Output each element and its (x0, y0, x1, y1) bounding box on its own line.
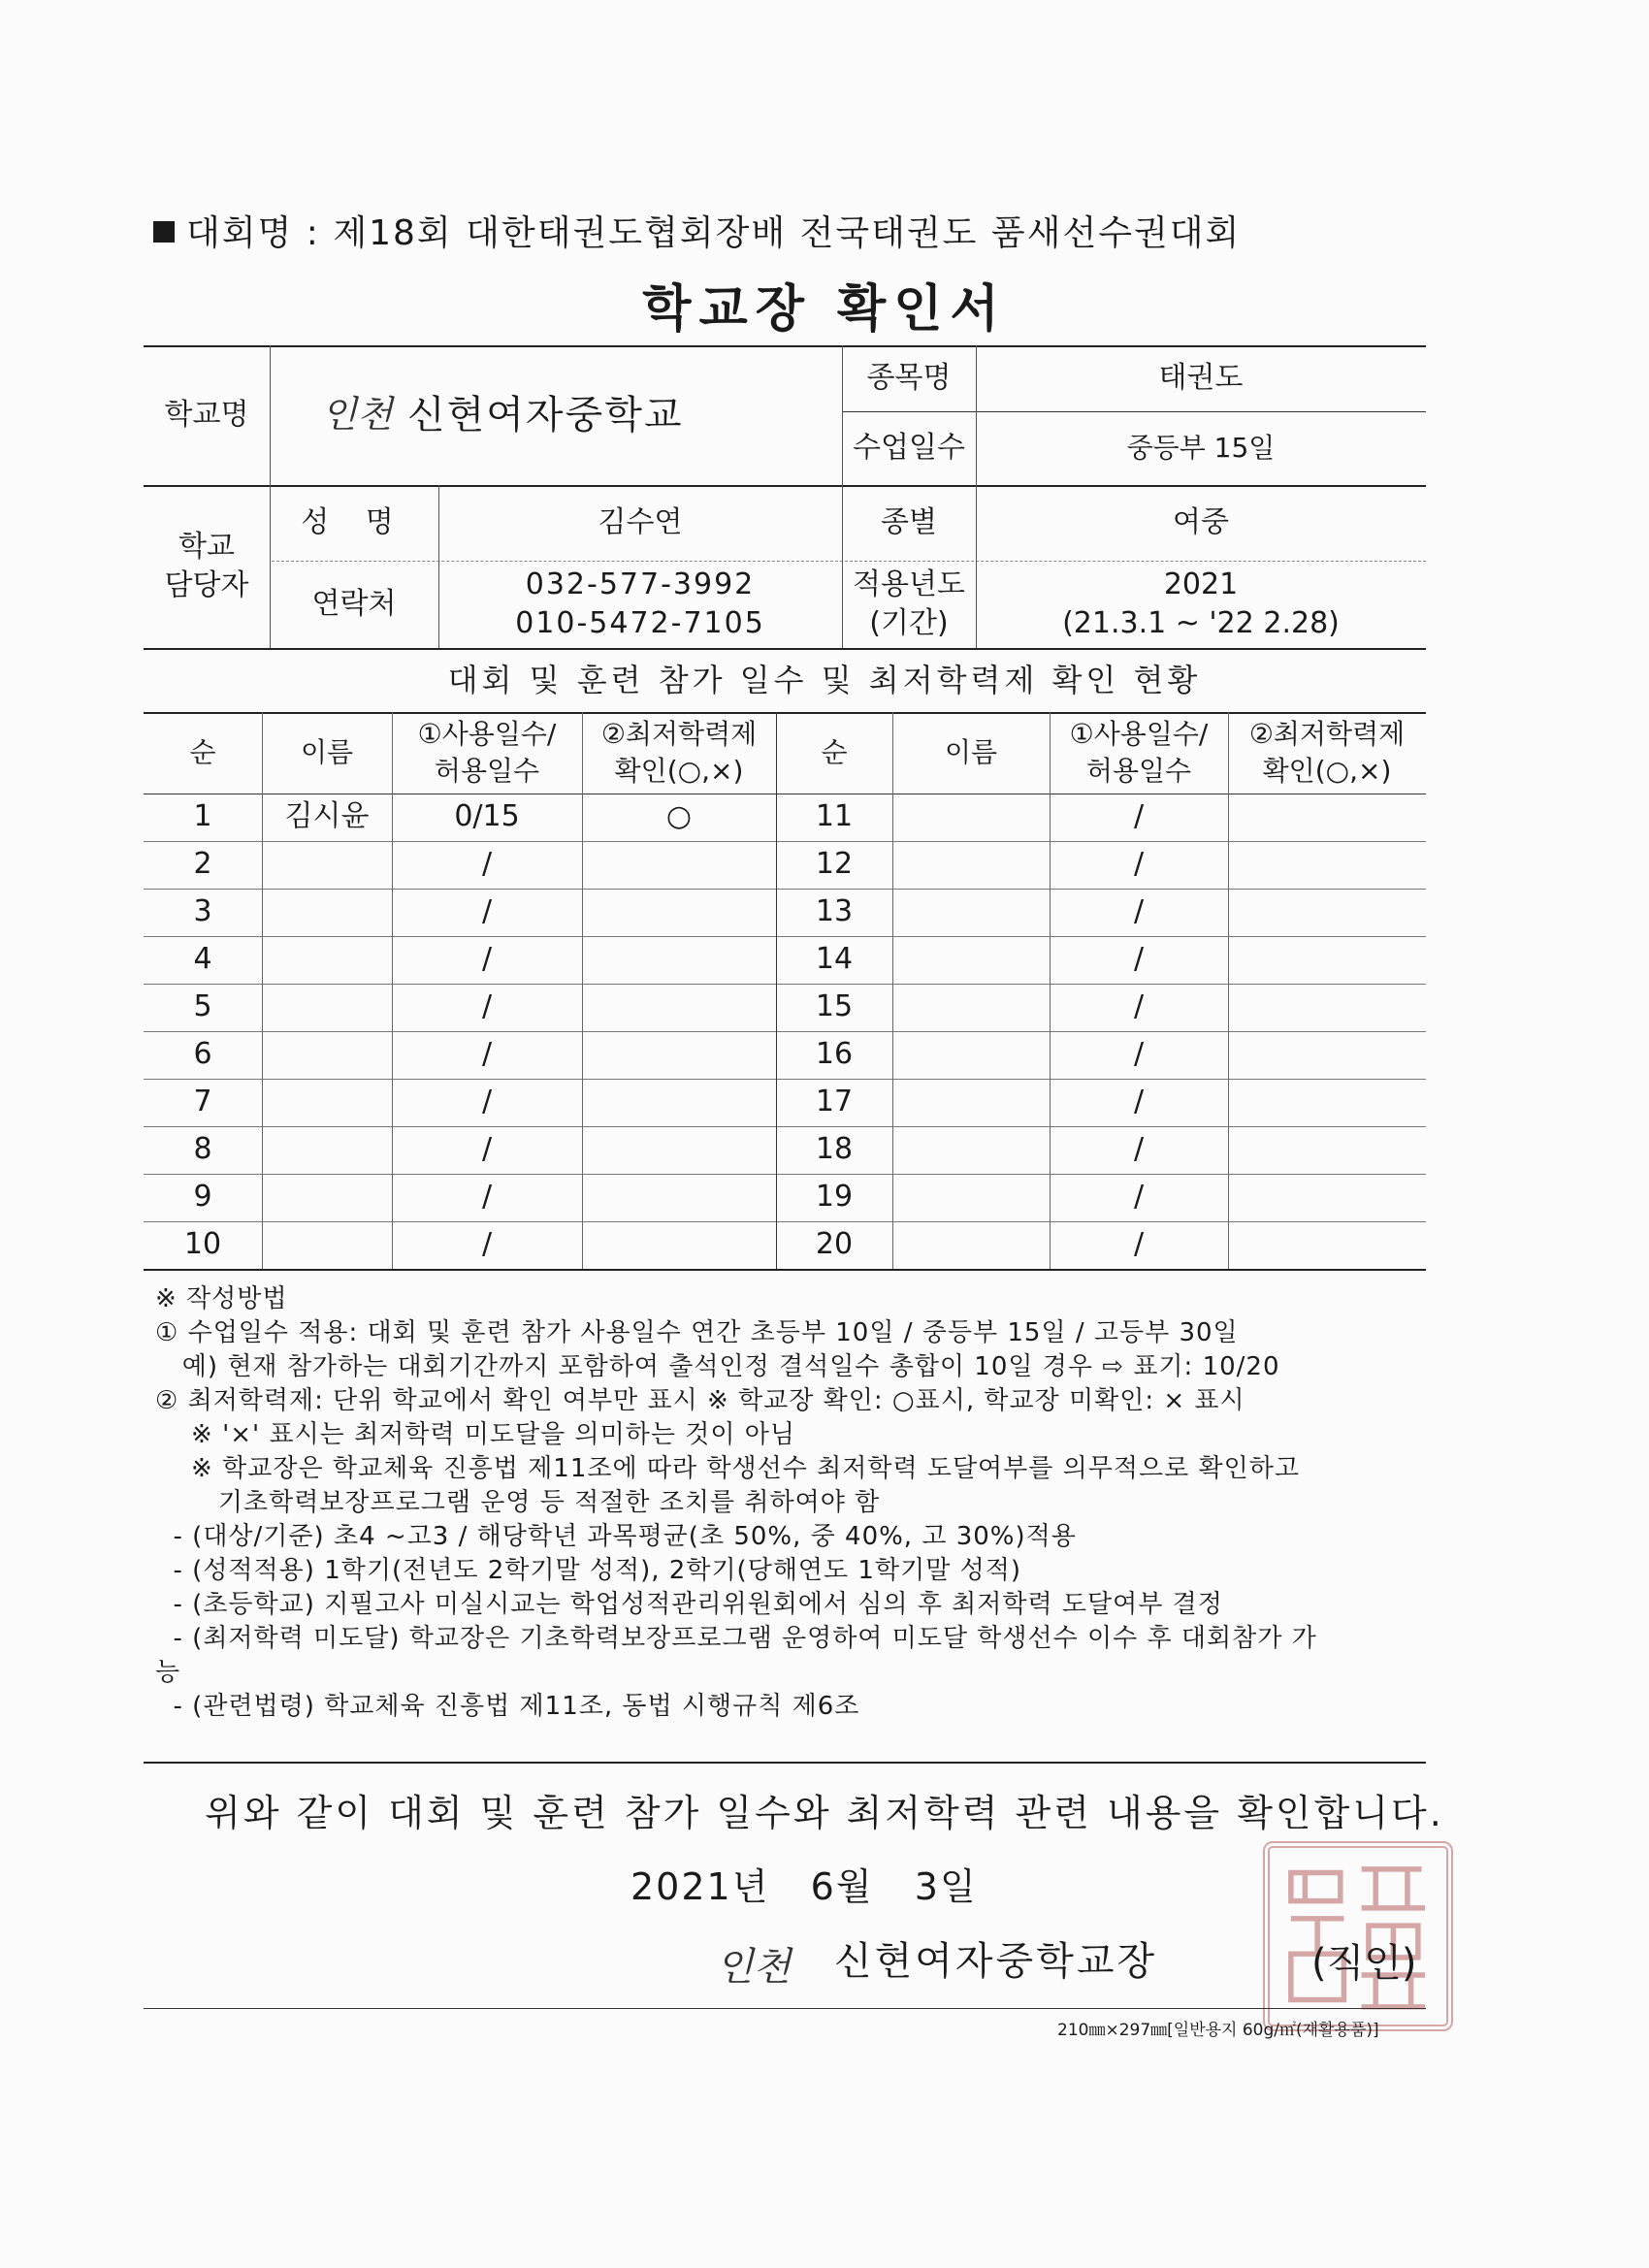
row-used-days: / (1133, 1227, 1145, 1262)
row-name (892, 1174, 1050, 1221)
row-min-academic (1228, 1221, 1426, 1269)
instruction-line: - (관련법령) 학교체육 진흥법 제11조, 동법 시행규칙 제6조 (155, 1692, 860, 1721)
row-name (262, 984, 392, 1031)
row-min-academic (582, 984, 776, 1031)
row-min-academic (1228, 794, 1426, 841)
square-bullet-icon (153, 221, 175, 243)
row-used-days: / (481, 1227, 493, 1262)
class-days-value: 중등부 15일 (1126, 432, 1276, 465)
contact-section-label: 학교 담당자 (164, 529, 249, 602)
header-no: 순 (821, 736, 848, 769)
year-label: 적용년도 (기간) (853, 567, 965, 640)
issue-date: 2021년 6월 3일 (630, 1865, 978, 1908)
row-no: 16 (815, 1037, 854, 1072)
row-used-days: / (1133, 989, 1145, 1024)
header-used-days: ①사용일수/ 허용일수 (1069, 718, 1209, 787)
header-name: 이름 (300, 736, 354, 769)
seal-label: (직인) (1311, 1941, 1417, 1986)
instruction-line: 예) 현재 참가하는 대회기간까지 포함하여 출석인정 결석일수 총합이 10일 경우 ⇨ 표기: 10/20 (155, 1352, 1280, 1381)
row-used-days: / (481, 847, 493, 882)
row-used-days: / (481, 1132, 493, 1167)
row-no: 12 (815, 847, 854, 882)
row-name (892, 1126, 1050, 1174)
year-value (976, 561, 1426, 648)
row-no: 6 (193, 1037, 212, 1072)
row-name (892, 1079, 1050, 1126)
instruction-line: ② 최저학력제: 단위 학교에서 확인 여부만 표시 ※ 학교장 확인: ○표시, 학교장 미확인: × 표시 (155, 1386, 1245, 1415)
row-used-days: / (1133, 1085, 1145, 1119)
row-used-days: 0/15 (454, 799, 520, 834)
row-name (892, 1221, 1050, 1269)
sport-value: 태권도 (1158, 360, 1244, 395)
row-name (262, 841, 392, 889)
row-min-academic (582, 936, 776, 984)
row-no: 5 (193, 989, 212, 1024)
confirmation-statement: 위와 같이 대회 및 훈련 참가 일수와 최저학력 관련 내용을 확인합니다. (205, 1792, 1444, 1834)
row-min-academic (582, 1079, 776, 1126)
row-used-days: / (1133, 847, 1145, 882)
row-no: 18 (815, 1132, 854, 1167)
contact-name: 김수연 (598, 504, 683, 539)
row-no: 17 (815, 1085, 854, 1119)
row-name (262, 1126, 392, 1174)
status-title: 대회 및 훈련 참가 일수 및 최저학력제 확인 현황 (447, 662, 1202, 698)
row-name (262, 936, 392, 984)
header-min-academic: ②최저학력제 확인(○,×) (600, 718, 758, 787)
school-name: 신현여자중학교 (407, 393, 684, 437)
instruction-line: ※ '×' 표시는 최저학력 미도달을 의미하는 것이 아님 (155, 1420, 795, 1449)
row-name (892, 984, 1050, 1031)
row-name (892, 1031, 1050, 1079)
row-name (892, 794, 1050, 841)
instruction-line: 기초학력보장프로그램 운영 등 적절한 조치를 취하여야 함 (155, 1488, 881, 1517)
row-name (262, 1031, 392, 1079)
row-used-days: / (481, 989, 493, 1024)
phone-label: 연락처 (311, 586, 397, 621)
row-used-days: / (1133, 942, 1145, 977)
signer-region-handwritten: 인천 (716, 1945, 792, 1990)
row-no: 11 (815, 799, 854, 834)
row-name (892, 841, 1050, 889)
row-used-days: / (481, 1037, 493, 1072)
row-no: 9 (193, 1180, 212, 1215)
row-min-academic (582, 1221, 776, 1269)
instruction-line: - (초등학교) 지필고사 미실시교는 학업성적관리위원회에서 심의 후 최저학력 도달여부 결정 (155, 1590, 1223, 1619)
header-min-academic: ②최저학력제 확인(○,×) (1248, 718, 1406, 787)
school-region-handwritten: 인천 (321, 393, 393, 437)
row-min-academic (582, 1126, 776, 1174)
row-used-days: / (481, 1180, 493, 1215)
phone-numbers (438, 561, 842, 648)
row-no: 20 (815, 1227, 854, 1262)
row-min-academic (1228, 841, 1426, 889)
row-no: 2 (193, 847, 212, 882)
instructions-lines (155, 1316, 1445, 1724)
type-label: 종별 (881, 504, 937, 539)
row-name: 김시윤 (284, 799, 370, 834)
row-min-academic (1228, 1079, 1426, 1126)
row-min-academic: ○ (665, 799, 693, 834)
header-name: 이름 (944, 736, 998, 769)
instructions-heading: ※ 작성방법 (155, 1284, 288, 1313)
row-name (262, 1174, 392, 1221)
row-name (262, 889, 392, 936)
row-name (262, 1079, 392, 1126)
row-no: 19 (815, 1180, 854, 1215)
paper-spec: 210㎜×297㎜[일반용지 60g/㎡(재활용품)] (1057, 2021, 1379, 2040)
row-min-academic (1228, 936, 1426, 984)
header-no: 순 (189, 736, 216, 769)
row-no: 7 (193, 1085, 212, 1119)
row-used-days: / (481, 1085, 493, 1119)
type-value: 여중 (1173, 504, 1229, 539)
row-name (892, 889, 1050, 936)
contact-name-label: 성 명 (301, 504, 407, 539)
class-days-label: 수업일수 (853, 430, 965, 465)
principal-signature-line: 신현여자중학교장 (834, 1939, 1158, 1984)
row-min-academic (582, 1174, 776, 1221)
row-no: 13 (815, 894, 854, 929)
header-used-days: ①사용일수/ 허용일수 (417, 718, 557, 787)
row-min-academic (1228, 1126, 1426, 1174)
row-name (262, 1221, 392, 1269)
sport-label: 종목명 (866, 360, 952, 395)
row-no: 14 (815, 942, 854, 977)
instruction-line: - (대상/기준) 초4 ~고3 / 해당학년 과목평균(초 50%, 중 40%, 고 30%)적용 (155, 1522, 1077, 1551)
row-min-academic (582, 1031, 776, 1079)
row-min-academic (1228, 1174, 1426, 1221)
row-min-academic (1228, 984, 1426, 1031)
school-name-label: 학교명 (164, 397, 249, 432)
row-min-academic (582, 889, 776, 936)
document-title: 학교장 확인서 (642, 280, 1007, 339)
row-min-academic (1228, 889, 1426, 936)
row-used-days: / (1133, 894, 1145, 929)
instructions (155, 1282, 1445, 1724)
phone-2: 010-5472-7105 (515, 606, 765, 640)
row-used-days: / (1133, 1132, 1145, 1167)
row-used-days: / (1133, 1180, 1145, 1215)
row-no: 8 (193, 1132, 212, 1167)
year: 2021 (1163, 567, 1239, 601)
row-no: 3 (193, 894, 212, 929)
instruction-line: - (최저학력 미도달) 학교장은 기초학력보장프로그램 운영하여 미도달 학생선수 이수 후 대회참가 가 (155, 1624, 1317, 1653)
row-name (892, 936, 1050, 984)
row-no: 15 (815, 989, 854, 1024)
row-no: 1 (193, 799, 212, 834)
instruction-line: - (성적적용) 1학기(전년도 2학기말 성적), 2학기(당해연도 1학기말 성적) (155, 1556, 1021, 1585)
row-used-days: / (481, 942, 493, 977)
row-min-academic (1228, 1031, 1426, 1079)
row-used-days: / (1133, 1037, 1145, 1072)
row-used-days: / (481, 894, 493, 929)
event-name: 대회명 : 제18회 대한태권도협회장배 전국태권도 품새선수권대회 (153, 206, 1241, 255)
row-no: 4 (193, 942, 212, 977)
row-used-days: / (1133, 799, 1145, 834)
row-min-academic (582, 841, 776, 889)
row-no: 10 (183, 1227, 222, 1262)
period: (21.3.1 ~ '22 2.28) (1062, 606, 1340, 640)
phone-1: 032-577-3992 (525, 567, 756, 601)
instruction-line: 능 (155, 1658, 181, 1687)
instruction-line: ① 수업일수 적용: 대회 및 훈련 참가 사용일수 연간 초등부 10일 / 중등부 15일 / 고등부 30일 (155, 1318, 1239, 1347)
instruction-line: ※ 학교장은 학교체육 진흥법 제11조에 따라 학생선수 최저학력 도달여부를 의무적으로 확인하고 (155, 1454, 1300, 1483)
